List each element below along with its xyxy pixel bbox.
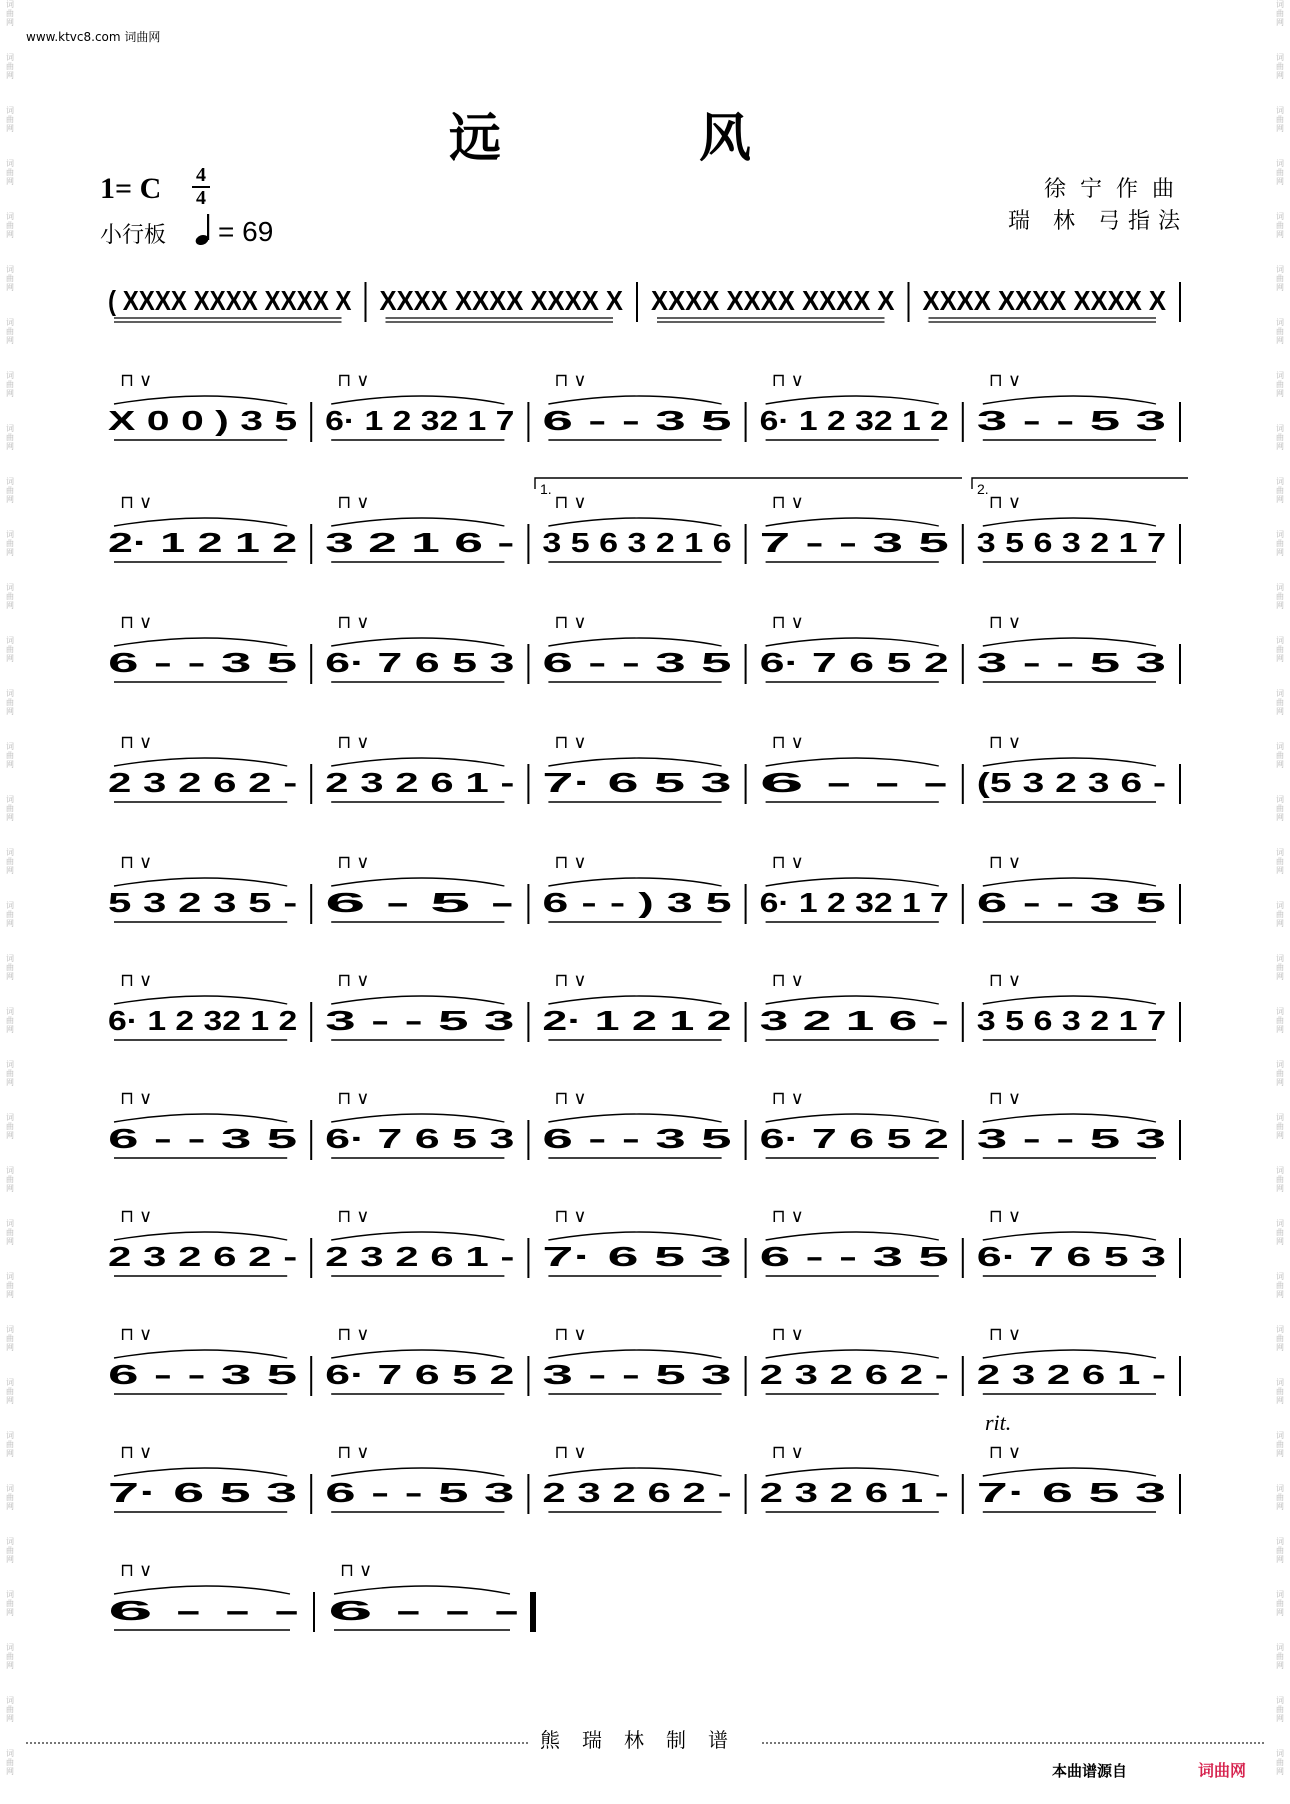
slur-arc bbox=[983, 638, 1156, 646]
bowing-mark: ⊓ ∨ bbox=[120, 612, 153, 632]
slur-arc bbox=[114, 758, 287, 766]
slur-arc bbox=[114, 996, 287, 1004]
bowing-mark: ⊓ ∨ bbox=[771, 732, 804, 752]
measure-notes: 2· 1 2 1 2 bbox=[542, 1005, 732, 1036]
side-watermark-text: 词 曲 网 bbox=[1276, 265, 1284, 292]
measure-notes: 6 - - 5 3 bbox=[325, 1477, 515, 1508]
measure-notes: 6· 7 6 5 2 bbox=[325, 1359, 515, 1390]
measure-notes: 2 3 2 6 1 - bbox=[325, 1241, 515, 1272]
side-watermark-text: 词 曲 网 bbox=[6, 0, 14, 27]
slur-arc bbox=[548, 518, 721, 526]
bowing-mark: ⊓ ∨ bbox=[337, 1442, 370, 1462]
slur-arc bbox=[983, 1350, 1156, 1358]
bowing-mark: ⊓ ∨ bbox=[554, 492, 587, 512]
side-watermark-text: 词 曲 网 bbox=[6, 1325, 14, 1352]
measure-notes: 2 3 2 6 2 - bbox=[542, 1477, 732, 1508]
side-watermark-text: 词 曲 网 bbox=[1276, 1696, 1284, 1723]
footer-credit: 熊瑞林制谱 bbox=[0, 1724, 1290, 1753]
side-watermark-text: 词 曲 网 bbox=[1276, 53, 1284, 80]
side-watermark-text: 词 曲 网 bbox=[6, 954, 14, 981]
side-watermark-text: 词 曲 网 bbox=[1276, 371, 1284, 398]
measure-notes: 3 5 6 3 2 1 6 bbox=[542, 527, 732, 558]
side-watermark-text: 词 曲 网 bbox=[1276, 954, 1284, 981]
slur-arc bbox=[983, 1468, 1156, 1476]
bowing-mark: ⊓ ∨ bbox=[337, 370, 370, 390]
slur-arc bbox=[983, 996, 1156, 1004]
bowing-mark: ⊓ ∨ bbox=[337, 1206, 370, 1226]
bowing-mark: ⊓ ∨ bbox=[771, 1206, 804, 1226]
measure-notes: 3 - - 5 3 bbox=[976, 647, 1166, 678]
bowing-mark: ⊓ ∨ bbox=[337, 1088, 370, 1108]
bowing-mark: ⊓ ∨ bbox=[120, 492, 153, 512]
slur-arc bbox=[548, 1468, 721, 1476]
slur-arc bbox=[331, 518, 504, 526]
measure-notes: 6· 7 6 5 3 bbox=[325, 647, 515, 678]
bowing-mark: ⊓ ∨ bbox=[988, 970, 1022, 990]
side-watermark-text: 词 曲 网 bbox=[1276, 583, 1284, 610]
bowing-mark: ⊓ ∨ bbox=[120, 1324, 153, 1344]
measure-notes: XXXX XXXX XXXX X bbox=[379, 285, 624, 316]
bowing-mark: ⊓ ∨ bbox=[771, 970, 804, 990]
slur-arc bbox=[548, 1232, 721, 1240]
final-barline-icon bbox=[530, 1592, 536, 1632]
side-watermark-text: 词 曲 网 bbox=[1276, 689, 1284, 716]
bowing-mark: ⊓ ∨ bbox=[554, 1206, 587, 1226]
measure-notes: 3 5 6 3 2 1 7 bbox=[976, 1005, 1166, 1036]
side-watermark-text: 词 曲 网 bbox=[6, 106, 14, 133]
bowing-mark: ⊓ ∨ bbox=[988, 1088, 1022, 1108]
volta-2-bracket bbox=[972, 478, 1188, 489]
measure-notes: 2 3 2 6 2 - bbox=[108, 1241, 298, 1272]
measure-notes: 6 - - 3 5 bbox=[542, 405, 732, 436]
fingering-credit: 瑞 林 弓指法 bbox=[1008, 209, 1188, 234]
side-watermark-text: 词 曲 网 bbox=[6, 742, 14, 769]
score-title: 远 风 bbox=[448, 109, 842, 169]
bowing-mark: ⊓ ∨ bbox=[554, 852, 587, 872]
side-watermark-text: 词 曲 网 bbox=[6, 477, 14, 504]
side-watermark-text: 词 曲 网 bbox=[6, 583, 14, 610]
volta-1-bracket bbox=[535, 478, 962, 489]
side-watermark-text: 词 曲 网 bbox=[6, 530, 14, 557]
slur-arc bbox=[114, 1114, 287, 1122]
side-watermark-text: 词 曲 网 bbox=[1276, 1749, 1284, 1776]
time-signature-bottom: 4 bbox=[196, 187, 206, 209]
measure-notes: 3 2 1 6 - bbox=[759, 1005, 949, 1036]
slur-arc bbox=[983, 396, 1156, 404]
side-watermark-text: 词 曲 网 bbox=[1276, 1060, 1284, 1087]
measure-notes: 7· 6 5 3 bbox=[108, 1477, 298, 1508]
side-watermark-text: 词 曲 网 bbox=[6, 53, 14, 80]
measure-notes: 6· 1 2 32 1 7 bbox=[759, 887, 949, 918]
slur-arc bbox=[766, 1468, 939, 1476]
bowing-mark: ⊓ ∨ bbox=[120, 1088, 153, 1108]
slur-arc bbox=[331, 878, 504, 886]
slur-arc bbox=[548, 1114, 721, 1122]
bowing-mark: ⊓ ∨ bbox=[120, 732, 153, 752]
rit-marking: rit. bbox=[985, 1410, 1012, 1435]
volta-1-label: 1. bbox=[540, 481, 552, 497]
measure-notes: 6· 1 2 32 1 7 bbox=[325, 405, 515, 436]
measure-notes: 6 - - 3 5 bbox=[108, 1123, 298, 1154]
bowing-mark: ⊓ ∨ bbox=[340, 1560, 373, 1580]
slur-arc bbox=[983, 758, 1156, 766]
measure-notes: 3 2 1 6 - bbox=[325, 527, 515, 558]
slur-arc bbox=[548, 1350, 721, 1358]
measure-notes: 7· 6 5 3 bbox=[542, 767, 732, 798]
side-watermark-text: 词 曲 网 bbox=[1276, 795, 1284, 822]
bowing-mark: ⊓ ∨ bbox=[988, 852, 1022, 872]
measure-notes: (5 3 2 3 6 - bbox=[976, 767, 1166, 798]
measure-notes: 7· 6 5 3 bbox=[542, 1241, 732, 1272]
bowing-mark: ⊓ ∨ bbox=[771, 1324, 804, 1344]
slur-arc bbox=[331, 996, 504, 1004]
slur-arc bbox=[548, 878, 721, 886]
side-watermark-text: 词 曲 网 bbox=[1276, 1378, 1284, 1405]
measure-notes: 2 3 2 6 1 - bbox=[325, 767, 515, 798]
side-watermark-text: 词 曲 网 bbox=[6, 1431, 14, 1458]
bowing-mark: ⊓ ∨ bbox=[988, 612, 1022, 632]
side-watermark-text: 词 曲 网 bbox=[1276, 848, 1284, 875]
measure-notes: 6 - - - bbox=[328, 1595, 520, 1626]
side-watermark-text: 词 曲 网 bbox=[1276, 901, 1284, 928]
source-brand: 词曲网 bbox=[1198, 1761, 1247, 1780]
slur-arc bbox=[334, 1586, 510, 1594]
side-watermark-text: 词 曲 网 bbox=[6, 1219, 14, 1246]
measure-notes: 6 - - ) 3 5 bbox=[542, 887, 732, 918]
measure-notes: 6 - - - bbox=[759, 767, 949, 798]
measure-notes: 6· 1 2 32 1 2 bbox=[759, 405, 949, 436]
bowing-mark: ⊓ ∨ bbox=[337, 732, 370, 752]
slur-arc bbox=[114, 638, 287, 646]
measure-notes: XXXX XXXX XXXX X bbox=[651, 285, 895, 316]
side-watermark-text: 词 曲 网 bbox=[1276, 477, 1284, 504]
side-watermark-text: 词 曲 网 bbox=[6, 1007, 14, 1034]
side-watermark-text: 词 曲 网 bbox=[1276, 159, 1284, 186]
bowing-mark: ⊓ ∨ bbox=[554, 612, 587, 632]
slur-arc bbox=[114, 396, 287, 404]
bowing-mark: ⊓ ∨ bbox=[120, 852, 153, 872]
measure-notes: 3 - - 5 3 bbox=[325, 1005, 515, 1036]
measure-notes: 6 - - 3 5 bbox=[976, 887, 1166, 918]
measure-notes: 6· 7 6 5 3 bbox=[325, 1123, 515, 1154]
measure-notes: ( XXXX XXXX XXXX X bbox=[108, 285, 352, 316]
slur-arc bbox=[766, 996, 939, 1004]
measure-notes: 3 5 6 3 2 1 7 bbox=[976, 527, 1166, 558]
slur-arc bbox=[331, 758, 504, 766]
bowing-mark: ⊓ ∨ bbox=[120, 1442, 153, 1462]
measure-notes: 2· 1 2 1 2 bbox=[108, 527, 298, 558]
side-watermark-text: 词 曲 网 bbox=[6, 318, 14, 345]
measure-notes: 3 - - 5 3 bbox=[542, 1359, 732, 1390]
bowing-mark: ⊓ ∨ bbox=[554, 1088, 587, 1108]
slur-arc bbox=[114, 1468, 287, 1476]
bowing-mark: ⊓ ∨ bbox=[771, 1442, 804, 1462]
side-watermark-text: 词 曲 网 bbox=[1276, 1590, 1284, 1617]
slur-arc bbox=[766, 1350, 939, 1358]
slur-arc bbox=[331, 1232, 504, 1240]
slur-arc bbox=[766, 758, 939, 766]
bowing-mark: ⊓ ∨ bbox=[337, 852, 370, 872]
slur-arc bbox=[548, 638, 721, 646]
bowing-mark: ⊓ ∨ bbox=[988, 1324, 1022, 1344]
side-watermark-text: 词 曲 网 bbox=[1276, 0, 1284, 27]
side-watermark-text: 词 曲 网 bbox=[6, 1537, 14, 1564]
bowing-mark: ⊓ ∨ bbox=[988, 1442, 1022, 1462]
measure-notes: 6 - - 3 5 bbox=[542, 647, 732, 678]
measure-notes: X 0 0 ) 3 5 bbox=[108, 405, 298, 436]
slur-arc bbox=[114, 878, 287, 886]
bowing-mark: ⊓ ∨ bbox=[337, 1324, 370, 1344]
bowing-mark: ⊓ ∨ bbox=[771, 612, 804, 632]
side-watermark-text: 词 曲 网 bbox=[6, 848, 14, 875]
side-watermark-text: 词 曲 网 bbox=[6, 159, 14, 186]
slur-arc bbox=[548, 996, 721, 1004]
measure-notes: 3 - - 5 3 bbox=[976, 1123, 1166, 1154]
tempo-value: = 69 bbox=[218, 216, 274, 247]
measure-notes: 6 - - 3 5 bbox=[759, 1241, 949, 1272]
slur-arc bbox=[766, 878, 939, 886]
bowing-mark: ⊓ ∨ bbox=[771, 852, 804, 872]
bowing-mark: ⊓ ∨ bbox=[771, 492, 804, 512]
bowing-mark: ⊓ ∨ bbox=[120, 370, 153, 390]
side-watermark-text: 词 曲 网 bbox=[6, 1272, 14, 1299]
slur-arc bbox=[548, 396, 721, 404]
site-watermark: www.ktvc8.com 词曲网 bbox=[26, 30, 161, 44]
measure-notes: 6 - - - bbox=[108, 1595, 300, 1626]
measure-notes: 6 - 5 - bbox=[325, 887, 515, 918]
measure-notes: 6 - - 3 5 bbox=[108, 647, 298, 678]
side-watermark-text: 词 曲 网 bbox=[6, 901, 14, 928]
measure-notes: 2 3 2 6 1 - bbox=[976, 1359, 1166, 1390]
side-watermark-text: 词 曲 网 bbox=[1276, 1325, 1284, 1352]
bowing-mark: ⊓ ∨ bbox=[771, 1088, 804, 1108]
slur-arc bbox=[331, 396, 504, 404]
slur-arc bbox=[331, 1468, 504, 1476]
bowing-mark: ⊓ ∨ bbox=[988, 492, 1022, 512]
side-watermark-text: 词 曲 网 bbox=[6, 424, 14, 451]
measure-notes: 6· 7 6 5 2 bbox=[759, 1123, 949, 1154]
side-watermark-text: 词 曲 网 bbox=[6, 1166, 14, 1193]
side-watermark-text: 词 曲 网 bbox=[6, 636, 14, 663]
source-label: 本曲谱源自 bbox=[1052, 1762, 1128, 1780]
slur-arc bbox=[983, 518, 1156, 526]
bowing-mark: ⊓ ∨ bbox=[120, 1206, 153, 1226]
slur-arc bbox=[114, 518, 287, 526]
slur-arc bbox=[983, 878, 1156, 886]
bowing-mark: ⊓ ∨ bbox=[337, 970, 370, 990]
side-watermark-text: 词 曲 网 bbox=[6, 371, 14, 398]
side-watermark-text: 词 曲 网 bbox=[1276, 318, 1284, 345]
key-signature: 1= C bbox=[100, 172, 162, 205]
bowing-mark: ⊓ ∨ bbox=[988, 732, 1022, 752]
slur-arc bbox=[331, 1114, 504, 1122]
side-watermark-text: 词 曲 网 bbox=[6, 212, 14, 239]
bowing-mark: ⊓ ∨ bbox=[337, 492, 370, 512]
side-watermark-text: 词 曲 网 bbox=[6, 1643, 14, 1670]
side-watermark-text: 词 曲 网 bbox=[6, 1749, 14, 1776]
bowing-mark: ⊓ ∨ bbox=[554, 732, 587, 752]
bowing-mark: ⊓ ∨ bbox=[988, 370, 1022, 390]
side-watermark-text: 词 曲 网 bbox=[1276, 1113, 1284, 1140]
side-watermark-text: 词 曲 网 bbox=[1276, 212, 1284, 239]
side-watermark-text: 词 曲 网 bbox=[1276, 742, 1284, 769]
side-watermark-text: 词 曲 网 bbox=[1276, 1007, 1284, 1034]
side-watermark-text: 词 曲 网 bbox=[1276, 636, 1284, 663]
bowing-mark: ⊓ ∨ bbox=[120, 970, 153, 990]
slur-arc bbox=[766, 396, 939, 404]
measure-notes: 6 - - 3 5 bbox=[542, 1123, 732, 1154]
side-watermark-text: 词 曲 网 bbox=[6, 265, 14, 292]
side-watermark-text: 词 曲 网 bbox=[6, 689, 14, 716]
side-watermark-text: 词 曲 网 bbox=[6, 1484, 14, 1511]
measure-notes: 6 - - 3 5 bbox=[108, 1359, 298, 1390]
slur-arc bbox=[766, 1114, 939, 1122]
side-watermark-text: 词 曲 网 bbox=[6, 1696, 14, 1723]
bowing-mark: ⊓ ∨ bbox=[554, 370, 587, 390]
measure-notes: 5 3 2 3 5 - bbox=[108, 887, 298, 918]
side-watermark-text: 词 曲 网 bbox=[6, 1113, 14, 1140]
slur-arc bbox=[983, 1232, 1156, 1240]
side-watermark-text: 词 曲 网 bbox=[1276, 424, 1284, 451]
side-watermark-text: 词 曲 网 bbox=[1276, 106, 1284, 133]
side-watermark-text: 词 曲 网 bbox=[1276, 1166, 1284, 1193]
side-watermark-text: 词 曲 网 bbox=[6, 1378, 14, 1405]
side-watermark-text: 词 曲 网 bbox=[1276, 1219, 1284, 1246]
slur-arc bbox=[331, 638, 504, 646]
measure-notes: 6· 1 2 32 1 2 bbox=[108, 1005, 298, 1036]
bowing-mark: ⊓ ∨ bbox=[554, 1442, 587, 1462]
side-watermark-text: 词 曲 网 bbox=[1276, 530, 1284, 557]
time-signature-top: 4 bbox=[196, 164, 206, 186]
measure-notes: 6· 7 6 5 3 bbox=[976, 1241, 1166, 1272]
measure-notes: 2 3 2 6 1 - bbox=[759, 1477, 949, 1508]
slur-arc bbox=[114, 1232, 287, 1240]
bowing-mark: ⊓ ∨ bbox=[554, 970, 587, 990]
side-watermark-text: 词 曲 网 bbox=[1276, 1272, 1284, 1299]
measure-notes: 7· 6 5 3 bbox=[976, 1477, 1166, 1508]
slur-arc bbox=[766, 1232, 939, 1240]
slur-arc bbox=[766, 518, 939, 526]
slur-arc bbox=[114, 1586, 290, 1594]
measure-notes: 7 - - 3 5 bbox=[759, 527, 949, 558]
bowing-mark: ⊓ ∨ bbox=[771, 370, 804, 390]
slur-arc bbox=[983, 1114, 1156, 1122]
measure-notes: 2 3 2 6 2 - bbox=[759, 1359, 949, 1390]
side-watermark-text: 词 曲 网 bbox=[1276, 1484, 1284, 1511]
side-watermark-text: 词 曲 网 bbox=[1276, 1643, 1284, 1670]
bowing-mark: ⊓ ∨ bbox=[988, 1206, 1022, 1226]
side-watermark-text: 词 曲 网 bbox=[6, 1590, 14, 1617]
measure-notes: 2 3 2 6 2 - bbox=[108, 767, 298, 798]
side-watermark-text: 词 曲 网 bbox=[6, 795, 14, 822]
side-watermark-text: 词 曲 网 bbox=[1276, 1431, 1284, 1458]
volta-2-label: 2. bbox=[977, 481, 989, 497]
tempo-label: 小行板 bbox=[100, 223, 167, 248]
side-watermark-text: 词 曲 网 bbox=[6, 1060, 14, 1087]
composer-credit: 徐宁作曲 bbox=[1043, 177, 1188, 202]
side-watermark-text: 词 曲 网 bbox=[1276, 1537, 1284, 1564]
slur-arc bbox=[548, 758, 721, 766]
slur-arc bbox=[331, 1350, 504, 1358]
slur-arc bbox=[114, 1350, 287, 1358]
bowing-mark: ⊓ ∨ bbox=[554, 1324, 587, 1344]
bowing-mark: ⊓ ∨ bbox=[120, 1560, 153, 1580]
measure-notes: 6· 7 6 5 2 bbox=[759, 647, 949, 678]
slur-arc bbox=[766, 638, 939, 646]
measure-notes: 3 - - 5 3 bbox=[976, 405, 1166, 436]
bowing-mark: ⊓ ∨ bbox=[337, 612, 370, 632]
measure-notes: XXXX XXXX XXXX X bbox=[922, 285, 1167, 316]
